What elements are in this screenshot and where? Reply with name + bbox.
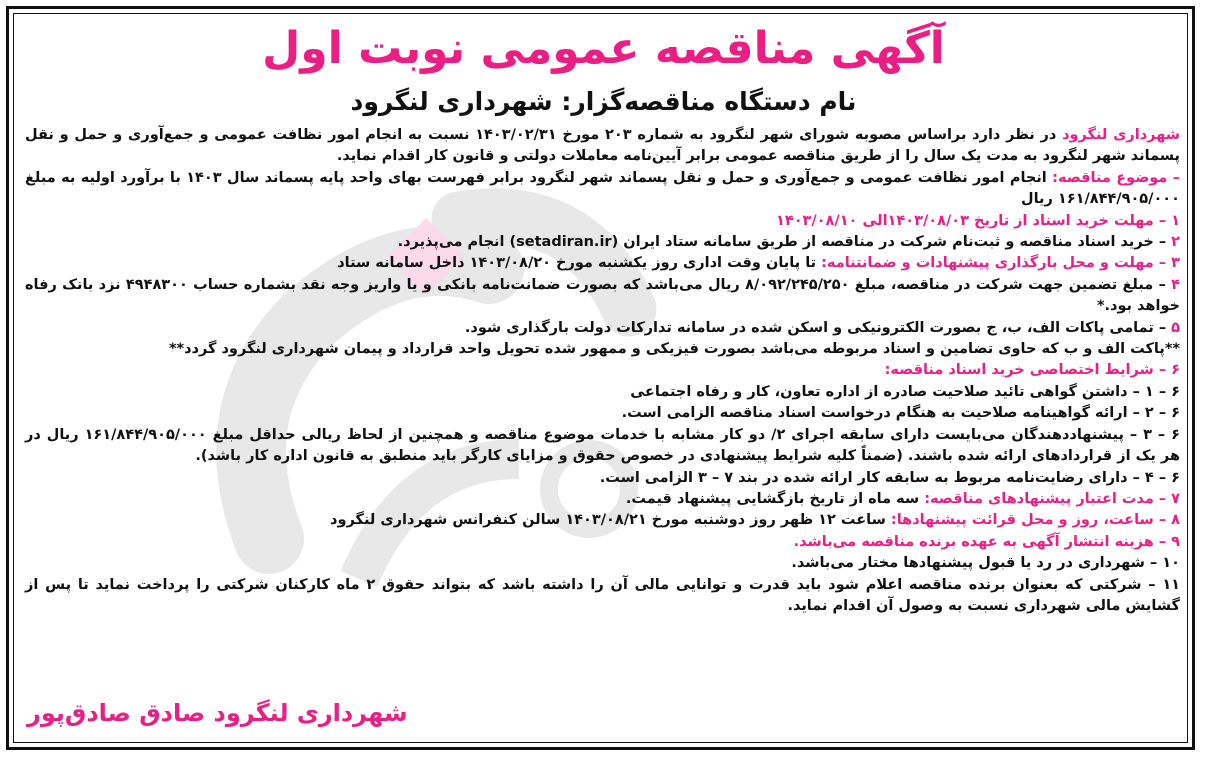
item-6-4: ۶ – ۴ – دارای رضایت‌نامه مربوط به سابقه کار ارائه شده در بند ۷ – ۳ الزامی است. xyxy=(599,469,1180,486)
item-5-number: ۵ xyxy=(1171,319,1180,336)
item-7-label: ۷ – مدت اعتبار پیشنهادهای مناقصه: xyxy=(924,490,1180,507)
item-6-2: ۶ – ۲ – ارائه گواهینامه صلاحیت به هنگام درخواست اسناد مناقصه الزامی است. xyxy=(621,405,1180,422)
notice-body xyxy=(25,125,1180,617)
item-11-winner: ۱۱ – شرکتی که بعنوان برنده مناقصه اعلام شود باید قدرت و توانایی مالی آن را داشته باشد که بتواند حقوق ۲ ماه کارکنان شرکتی را پرداخت نماید تا پس از گشایش مالی شهرداری نسبت به وصول آن اقدام نماید. xyxy=(25,576,1181,614)
item-6-conditions-heading: ۶ – شرایط اختصاصی خرید اسناد مناقصه: xyxy=(884,362,1180,379)
signature: شهرداری لنگرود صادق صادق‌پور xyxy=(27,699,408,727)
item-3-upload xyxy=(25,253,1180,274)
item-8-text: ساعت ۱۲ ظهر روز دوشنبه مورخ ۱۴۰۳/۰۸/۲۱ سالن کنفرانس شهرداری لنگرود xyxy=(330,512,891,529)
item-5-envelopes xyxy=(25,318,1180,339)
item-7-validity xyxy=(25,489,1180,510)
intro-text: در نظر دارد براساس مصوبه شورای شهر لنگرود به شماره ۲۰۳ مورخ ۱۴۰۳/۰۲/۳۱ نسبت به انجام امور نظافت عمومی و جمع‌آوری و حمل و نقل پسماند شهر لنگرود به مدت یک سال را از طریق مناقصه عمومی برابر آیین‌نامه معاملات دولتی و قانون کار اقدام نماید. xyxy=(25,127,1180,165)
item-4-guarantee xyxy=(25,275,1180,318)
item-2-purchase xyxy=(25,232,1180,253)
item-3-text: تا پایان وقت اداری روز یکشنبه مورخ ۱۴۰۳/۰۸/۲۰ داخل سامانه ستاد xyxy=(337,255,822,272)
item-10-rights: ۱۰ – شهرداری در رد یا قبول پیشنهادها مختار می‌باشد. xyxy=(791,555,1180,572)
item-3-label: ۳ – مهلت و محل بارگذاری پیشنهادات و ضمانتنامه: xyxy=(821,255,1180,272)
intro-label: شهرداری لنگرود xyxy=(1062,127,1181,143)
item-8-label: ۸ – ساعت، روز و محل قرائت پیشنهادها: xyxy=(890,512,1180,529)
item-5-text: – تمامی پاکات الف، ب، ج بصورت الکترونیکی و اسکن شده در سامانه تدارکات دولت بارگذاری شود. xyxy=(464,319,1172,336)
notice-subtitle: نام دستگاه مناقصه‌گزار: شهرداری لنگرود xyxy=(350,87,857,116)
item-4-number: ۴ xyxy=(1171,276,1180,293)
item-7-text: سه ماه از تاریخ بازگشایی پیشنهاد قیمت. xyxy=(625,490,925,507)
item-6-3: ۶ – ۳ – پیشنهاددهندگان می‌بایست دارای سابقه اجرای ۲/ دو کار مشابه با خدمات موضوع مناقصه و همچنین از لحاظ ریالی حداقل مبلغ ۱۶۱/۸۴۴/۹۰۵/۰۰۰ ریال در هر یک از قراردادهای ارائه شده باشند. (ضمناً کلیه شرایط پیشنهادی در خصوص حقوق و مزایای کارگر باید منطبق به قانون اداره کار باشد). xyxy=(25,426,1180,465)
subject-label: – موضوع مناقصه: xyxy=(1052,169,1181,186)
notice-frame xyxy=(6,6,1195,750)
envelope-note: **پاکت الف و ب که حاوی تضامین و اسناد مربوطه می‌باشد بصورت فیزیکی و ممهور شده تحویل واحد قرارداد و پیمان شهرداری لنگرود گردد** xyxy=(168,341,1180,358)
item-6-1: ۶ – ۱ – داشتن گواهی تائید صلاحیت صادره از اداره تعاون، کار و رفاه اجتماعی xyxy=(630,383,1180,400)
paragraph-subject xyxy=(25,168,1180,211)
subject-text: انجام امور نظافت عمومی و جمع‌آوری و حمل و نقل پسماند شهر لنگرود برابر فهرست بهای واحد پایه پسماند سال ۱۴۰۳ با برآورد اولیه به مبلغ ۱۶۱/۸۴۴/۹۰۵/۰۰۰ ریال xyxy=(25,169,1180,208)
item-9-cost: ۹ – هزینه انتشار آگهی به عهده برنده مناقصه می‌باشد. xyxy=(793,533,1180,550)
item-4-text: – مبلغ تضمین جهت شرکت در مناقصه، مبلغ ۸/۰۹۲/۲۴۵/۲۵۰ ریال می‌باشد که بصورت ضمانت‌نامه بانکی و یا واریز وجه نقد بشماره حساب ۴۹۴۸۳۰۰ نزد بانک رفاه خواهد بود.* xyxy=(25,276,1180,315)
paragraph-intro xyxy=(25,125,1180,168)
item-2-text: – خرید اسناد مناقصه و ثبت‌نام شرکت در مناقصه از طریق سامانه ستاد ایران (setadiran.ir) انجام می‌پذیرد. xyxy=(397,234,1172,251)
item-1-deadline: ۱ – مهلت خرید اسناد از تاریخ ۱۴۰۳/۰۸/۰۳الی ۱۴۰۳/۰۸/۱۰ xyxy=(776,212,1180,229)
item-8-opening xyxy=(25,510,1180,531)
notice-title: آگهی مناقصه عمومی نوبت اول xyxy=(262,23,945,74)
item-2-number: ۲ xyxy=(1171,234,1180,251)
